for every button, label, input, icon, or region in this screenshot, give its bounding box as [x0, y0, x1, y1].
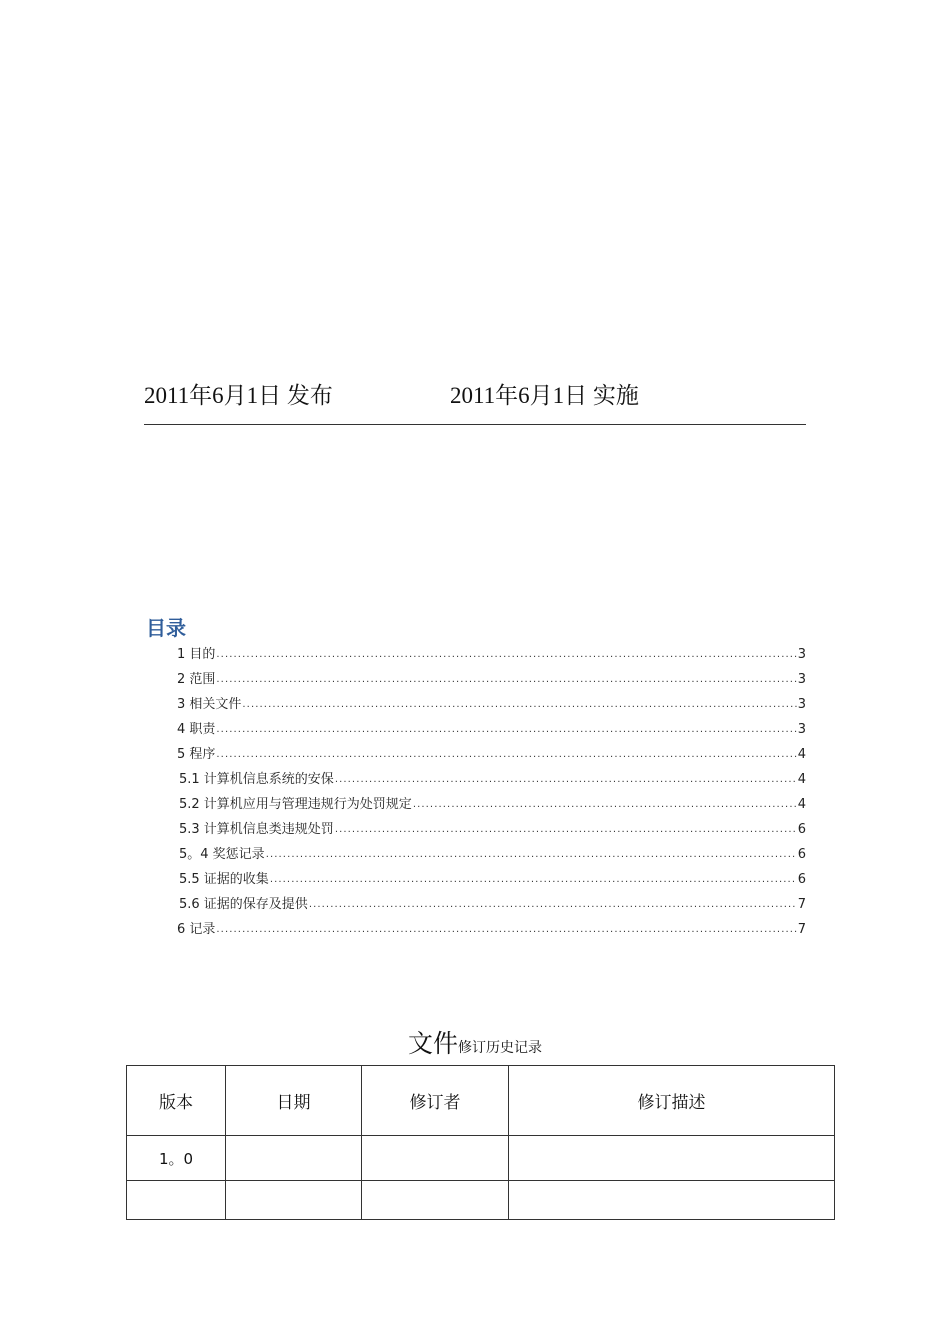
cell-description[interactable] — [509, 1136, 835, 1181]
toc-title: 目录 — [146, 616, 186, 640]
toc-leader — [413, 792, 797, 817]
toc-item-label: 5.1 计算机信息系统的安保 — [179, 772, 334, 787]
toc-item-responsibilities[interactable] — [177, 717, 806, 742]
toc-page-number: 4 — [797, 747, 806, 762]
toc-page-number: 3 — [797, 697, 806, 712]
toc-item-scope[interactable] — [177, 667, 806, 692]
toc-item-5-5[interactable] — [179, 867, 806, 892]
header-description: 修订描述 — [509, 1066, 835, 1136]
table-row — [127, 1181, 835, 1220]
toc-item-label: 6 记录 — [177, 922, 216, 937]
toc-item-5-4[interactable] — [179, 842, 806, 867]
toc-item-5-2[interactable] — [179, 792, 806, 817]
toc-item-label: 5。4 奖惩记录 — [179, 847, 265, 862]
toc-leader — [216, 917, 796, 942]
toc-leader — [216, 717, 796, 742]
toc-item-records[interactable] — [177, 917, 806, 942]
toc-item-label: 1 目的 — [177, 647, 216, 662]
toc-leader — [266, 842, 797, 867]
toc-item-5-1[interactable] — [179, 767, 806, 792]
toc-item-5-3[interactable] — [179, 817, 806, 842]
toc-leader — [216, 642, 796, 667]
table-header-row — [127, 1066, 835, 1136]
cell-date[interactable] — [226, 1136, 362, 1181]
toc-page-number: 3 — [797, 722, 806, 737]
toc-leader — [216, 742, 796, 767]
cell-version[interactable]: 1。0 — [127, 1136, 226, 1181]
toc-item-label: 5 程序 — [177, 747, 216, 762]
revision-history-title-large: 文件 — [407, 1029, 458, 1058]
toc-item-related-docs[interactable] — [177, 692, 806, 717]
table-row — [127, 1136, 835, 1181]
header-version: 版本 — [127, 1066, 226, 1136]
toc-page-number: 4 — [797, 797, 806, 812]
revision-history-title — [0, 1024, 950, 1060]
toc-item-label: 3 相关文件 — [177, 697, 242, 712]
toc-item-label: 4 职责 — [177, 722, 216, 737]
toc-page-number: 6 — [797, 872, 806, 887]
toc-item-label: 2 范围 — [177, 672, 216, 687]
toc-page-number: 3 — [797, 647, 806, 662]
toc-item-label: 5.6 证据的保存及提供 — [179, 897, 308, 912]
toc-page-number: 4 — [797, 772, 806, 787]
cell-date[interactable] — [226, 1181, 362, 1220]
toc-leader — [335, 817, 797, 842]
divider-line — [144, 424, 806, 425]
toc-leader — [335, 767, 797, 792]
release-dates — [144, 380, 806, 412]
toc-item-procedure[interactable] — [177, 742, 806, 767]
toc-leader — [216, 667, 796, 692]
toc-page-number: 7 — [797, 922, 806, 937]
cell-description[interactable] — [509, 1181, 835, 1220]
implement-date: 2011年6月1日 实施 — [450, 383, 639, 408]
toc-item-label: 5.3 计算机信息类违规处罚 — [179, 822, 334, 837]
toc-page-number: 3 — [797, 672, 806, 687]
cell-reviser[interactable] — [362, 1181, 509, 1220]
toc-leader — [242, 692, 796, 717]
toc-page-number: 6 — [797, 847, 806, 862]
revision-history-title-small: 修订历史记录 — [458, 1040, 542, 1056]
revision-history-table — [126, 1065, 835, 1220]
toc-leader — [270, 867, 797, 892]
toc-page-number: 6 — [797, 822, 806, 837]
publish-date: 2011年6月1日 发布 — [144, 383, 333, 408]
toc-item-purpose[interactable] — [177, 642, 806, 667]
header-reviser: 修订者 — [362, 1066, 509, 1136]
toc-item-label: 5.2 计算机应用与管理违规行为处罚规定 — [179, 797, 412, 812]
toc-page-number: 7 — [797, 897, 806, 912]
toc-leader — [309, 892, 797, 917]
cell-reviser[interactable] — [362, 1136, 509, 1181]
cell-version[interactable] — [127, 1181, 226, 1220]
header-date: 日期 — [226, 1066, 362, 1136]
toc-item-label: 5.5 证据的收集 — [179, 872, 269, 887]
toc-item-5-6[interactable] — [179, 892, 806, 917]
